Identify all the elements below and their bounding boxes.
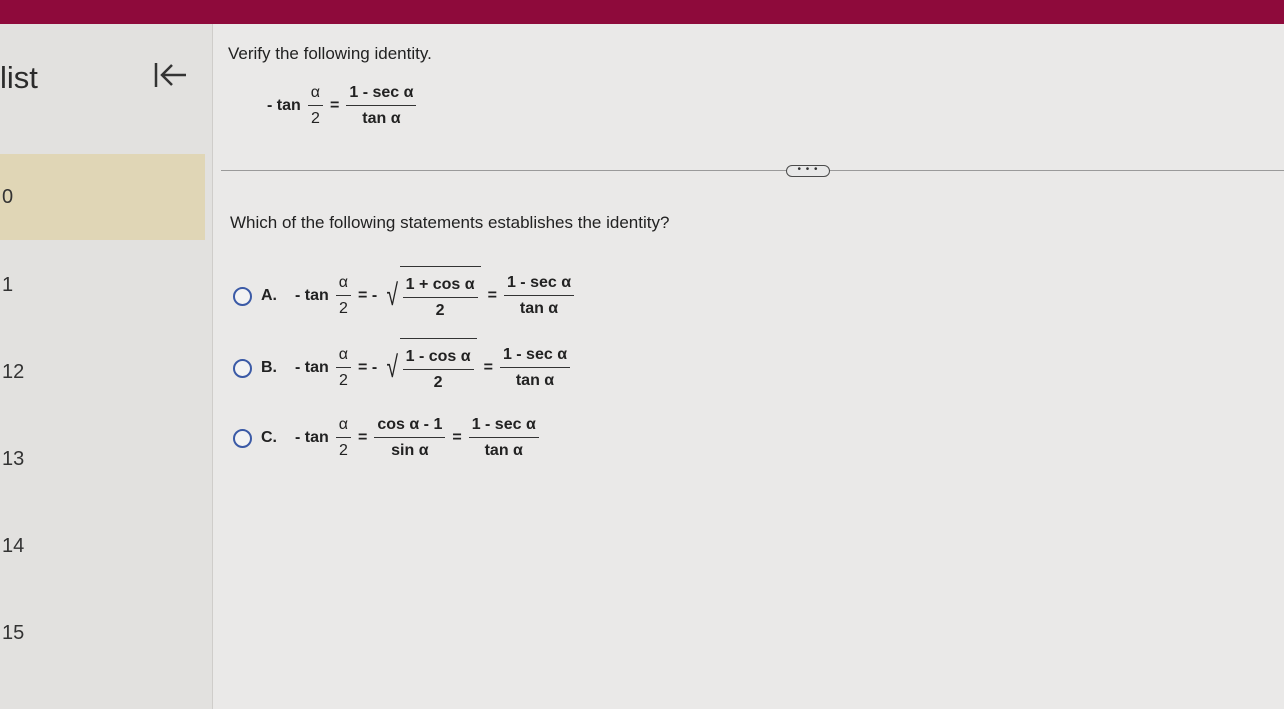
- radio-button-b[interactable]: [233, 359, 252, 378]
- collapse-left-arrow-icon[interactable]: [152, 60, 190, 90]
- question-text: Which of the following statements establishes the identity?: [230, 213, 670, 232]
- sidebar-item-label: 14: [2, 535, 25, 557]
- square-root: √ $\frac{\text{1 - cos α}}{2}$: [384, 338, 476, 398]
- radio-button-a[interactable]: [233, 287, 252, 306]
- sidebar-item-12[interactable]: [0, 329, 205, 415]
- identity-equation: - tan $\frac{\alpha}{2}$ = $\frac{\text{1 - sec α}}{\text{tan α}}$: [263, 84, 419, 128]
- option-a[interactable]: [233, 266, 577, 326]
- option-b-equation: - tan $\frac{\alpha}{2}$ = - √ $\frac{\text{1 - cos α}}{2}$ = $\frac{\text{1 - sec α}}{\text{tan α}}$: [291, 338, 573, 398]
- sidebar-item-label: 15: [2, 622, 25, 644]
- sidebar-item-label: 1: [2, 274, 14, 296]
- sidebar-item-15[interactable]: [0, 590, 205, 676]
- top-bar: [0, 0, 1284, 24]
- divider: [221, 170, 1284, 171]
- option-b[interactable]: [233, 338, 573, 398]
- rhs-fraction: $\frac{\text{1 - sec α}}{\text{tan α}}$: [346, 84, 416, 128]
- instruction-text: Verify the following identity.: [228, 44, 432, 63]
- option-letter: C.: [261, 429, 277, 446]
- sidebar-item-0[interactable]: [0, 154, 205, 240]
- alpha-over-2: $\frac{\alpha}{2}$: [308, 84, 323, 128]
- option-c-equation: - tan $\frac{\alpha}{2}$ = $\frac{\text{cos α - 1}}{\text{sin α}}$ = $\frac{\text{1 - sec α}}{\text{tan α}}$: [291, 416, 542, 460]
- question-panel: [213, 24, 1284, 709]
- option-a-equation: - tan $\frac{\alpha}{2}$ = - √ $\frac{\text{1 + cos α}}{2}$ = $\frac{\text{1 - sec α}}{\text{tan α}}$: [291, 266, 577, 326]
- sidebar-item-label: 13: [2, 448, 25, 470]
- sidebar-item-label: 0: [2, 186, 14, 208]
- option-c[interactable]: [233, 416, 542, 460]
- option-letter: B.: [261, 359, 277, 376]
- sidebar: [0, 24, 213, 709]
- option-letter: A.: [261, 287, 277, 304]
- sidebar-item-label: 12: [2, 361, 25, 383]
- radio-button-c[interactable]: [233, 429, 252, 448]
- sidebar-item-1[interactable]: [0, 242, 205, 328]
- sidebar-title: list: [0, 60, 38, 95]
- sidebar-item-14[interactable]: [0, 503, 205, 589]
- sidebar-item-13[interactable]: [0, 416, 205, 502]
- square-root: √ $\frac{\text{1 + cos α}}{2}$: [384, 266, 480, 326]
- more-button[interactable]: • • •: [786, 165, 830, 177]
